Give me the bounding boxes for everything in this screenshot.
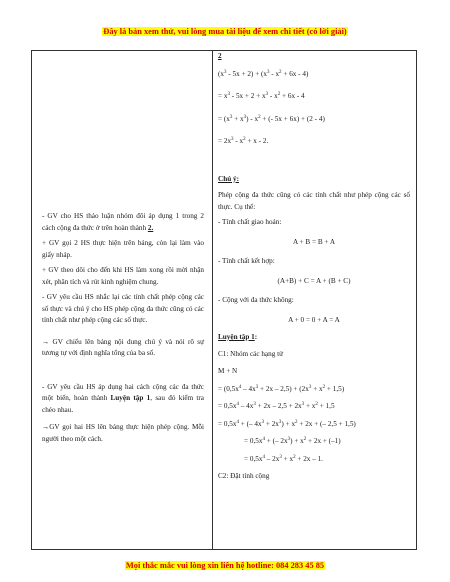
activity-paragraph: - GV cho HS thảo luận nhóm đôi áp dụng 1 trong 2 cách cộng đa thức ở trên hoàn thành 2. [42,212,204,232]
activity-paragraph: - GV yêu cầu HS áp dụng hai cách cộng các đa thức một biến, hoàn thành Luyện tập 1, sau đó kiểm tra chéo nhau. [42,382,204,414]
math-line: = $x^3 - 5x + 2 + x^3 - x^2 + 6x - 4$ [218,92,305,100]
method-label: C1: Nhóm các hạng tử [218,349,283,358]
content-column [218,51,410,483]
column-divider [212,50,213,550]
activity-paragraph: + GV theo dõi cho đến khi HS làm xong rồi mời nhận xét, phân tích và rút kinh nghiệm chung. [42,266,204,286]
math-line: = $0,5x^4$ + (– $4x^3 + 2x^3) + x^2 + 2x$ + (– 2,5 + 1,5) [218,419,356,428]
math-line: = $0,5x^4$ + (– $2x^3) + x^2 + 2x + (-1)$ [244,437,341,445]
property-label: - Tính chất giao hoán: [218,218,282,226]
activity-paragraph: →GV gọi hai HS lên bảng thực hiện phép cộng. Mỗi người theo một cách. [42,423,204,443]
section-number: 2 [218,52,222,60]
math-line: = $0,5x^4 - 4x^3 + 2x - 2,5 + 2x^3 + x^2 + 1,5$ [218,402,335,410]
math-line: = $(x^3 + x^3) - x^2$ + (- 5x + 6x) + (2 - 4) [218,114,325,123]
math-line: M + N [218,367,238,375]
math-line: = $0,5x^4 - 2x^3 + x^2 + 2x - 1$. [244,454,323,463]
teacher-activity-column [42,211,204,445]
math-line: $(x^3 - 5x + 2) + (x^3 - x^2 + 6x - 4)$ [218,69,309,78]
property-label: - Tính chất kết hợp: [218,257,275,265]
preview-banner: Đây là bản xem thử, vui lòng mua tài liệu để xem chi tiết (có lời giải) [103,27,347,36]
property-formula: (A+B) + C = A + (B + C) [277,276,351,285]
note-title: Chú ý: [218,174,239,183]
math-line: = $2x^3 - x^2 + x - 2$. [218,137,269,145]
exercise-title: Luyện tập 1: [218,333,258,341]
activity-paragraph: + GV gọi 2 HS thực hiện trên bảng, còn lại làm vào giấy nháp. [42,239,204,259]
property-formula: A + B = B + A [292,237,336,246]
activity-paragraph: → GV chiếu lên bảng nội dung chú ý và nói rõ sự tương tự với định nghĩa tổng của ba số. [42,337,204,357]
hotline-banner: Mọi thắc mắc vui lòng xin liên hệ hotline: 084 283 45 85 [125,561,325,570]
property-formula: A + 0 = 0 + A = A [288,315,340,324]
note-text: Phép cộng đa thức cũng có các tính chất như phép cộng các số thực. Cụ thể: [218,191,410,211]
property-label: - Cộng với đa thức không: [218,296,294,304]
method-label: C2: Đặt tính cộng [218,472,270,480]
activity-paragraph: - GV yêu cầu HS nhắc lại các tính chất phép cộng các số thực và chú ý cho HS phép cộng đa thức cũng có các tính chất như phép cộng các số thực. [42,293,204,324]
math-line: = $(0,5x^4 - 4x^3 + 2x - 2,5) + (2x^3 + x^2 + 1,5)$ [218,384,345,393]
